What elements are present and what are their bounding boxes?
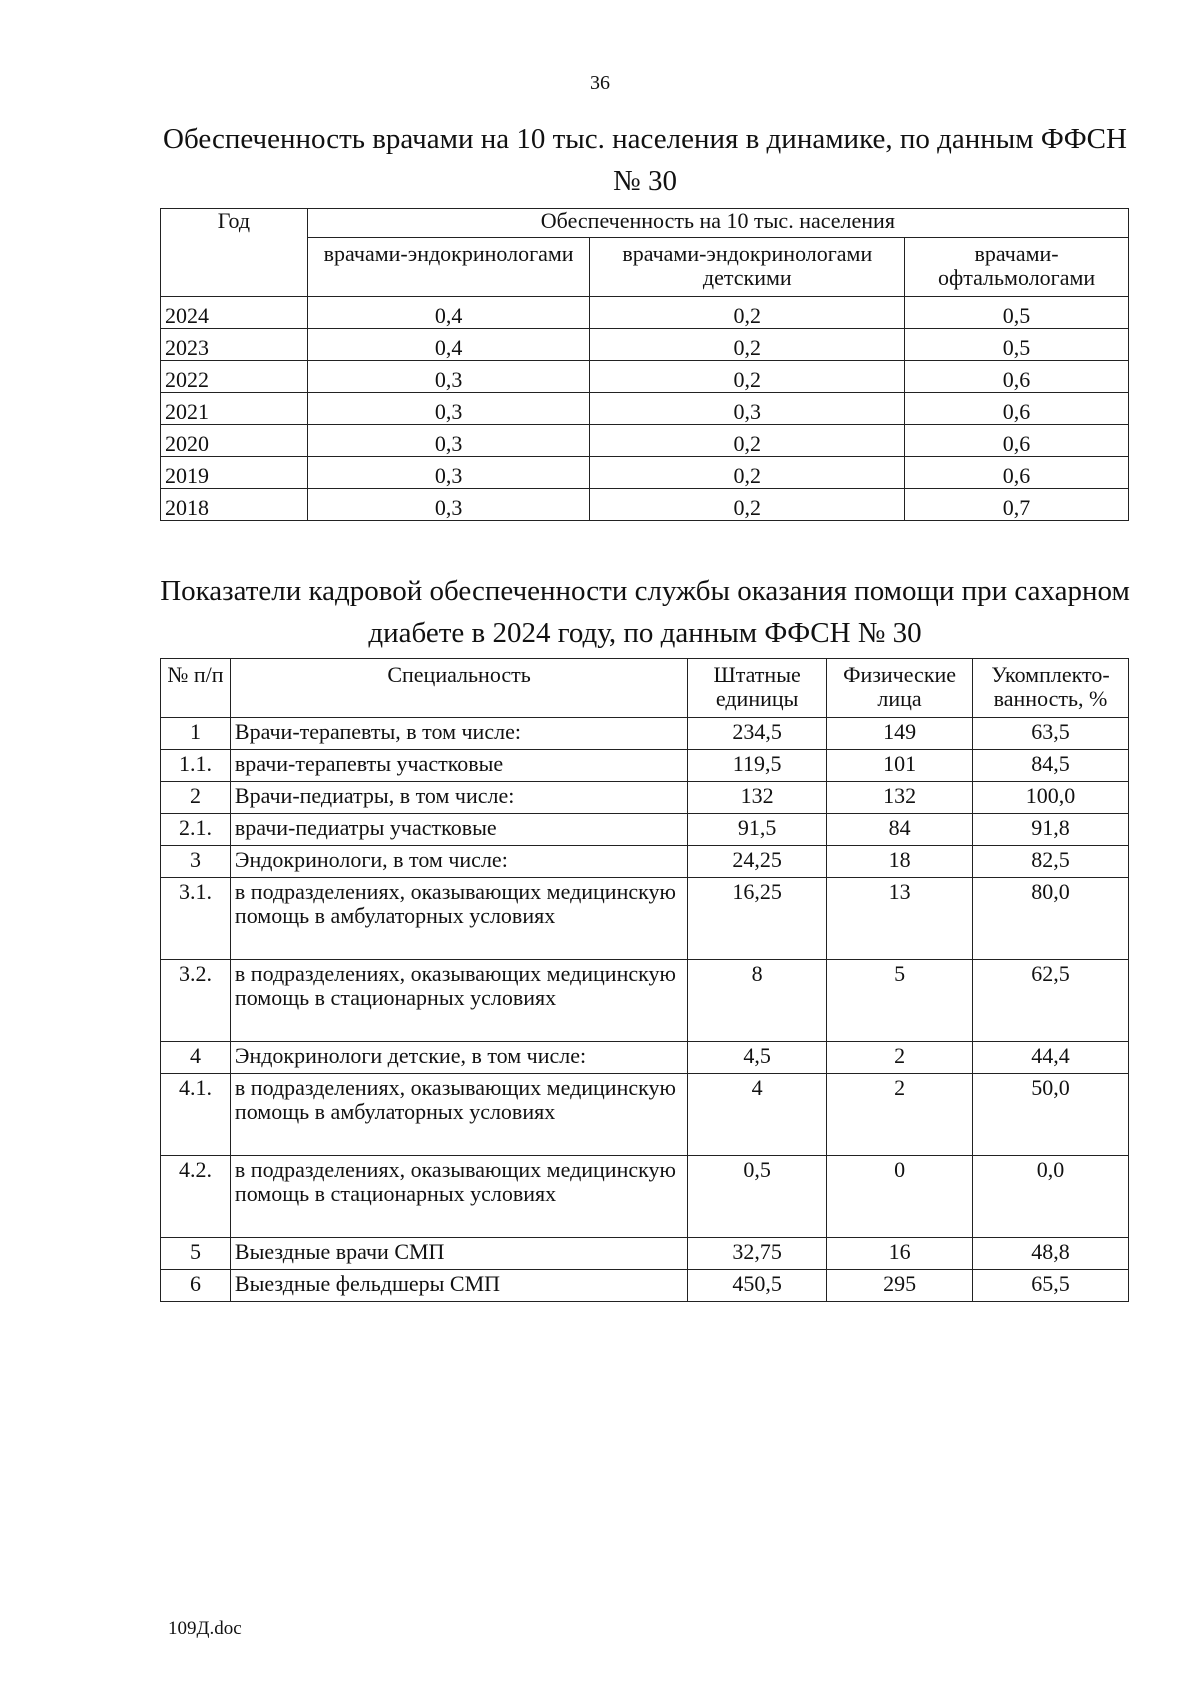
value-cell: 0,6 — [905, 393, 1129, 425]
row-number: 4.2. — [161, 1156, 231, 1238]
staffing-percent-cell: 50,0 — [973, 1074, 1129, 1156]
specialty-cell: Эндокринологи, в том числе: — [230, 846, 687, 878]
physical-persons-cell: 5 — [827, 960, 973, 1042]
staffing-percent-cell: 82,5 — [973, 846, 1129, 878]
table-row — [161, 393, 1129, 425]
provision-table — [160, 208, 1129, 521]
table-row — [161, 1074, 1129, 1156]
staffing-percent-cell: 80,0 — [973, 878, 1129, 960]
staff-units-cell: 32,75 — [688, 1238, 827, 1270]
header-num: № п/п — [161, 659, 231, 718]
staffing-percent-cell: 63,5 — [973, 718, 1129, 750]
year-cell: 2019 — [161, 457, 308, 489]
header-group: Обеспеченность на 10 тыс. населения — [307, 209, 1128, 238]
table1-title: Обеспеченность врачами на 10 тыс. населения в динамике, по данным ФФСН № 30 — [163, 123, 1127, 197]
specialty-cell: врачи-терапевты участковые — [230, 750, 687, 782]
table2-title: Показатели кадровой обеспеченности службы оказания помощи при сахарном диабете в 2024 году, по данным ФФСН № 30 — [160, 575, 1130, 649]
specialty-cell: в подразделениях, оказывающих медицинскую помощь в амбулаторных условиях — [230, 1074, 687, 1156]
table-row — [161, 425, 1129, 457]
staffing-percent-cell: 0,0 — [973, 1156, 1129, 1238]
header-specialty: Специальность — [230, 659, 687, 718]
physical-persons-cell: 132 — [827, 782, 973, 814]
staff-units-cell: 91,5 — [688, 814, 827, 846]
value-cell: 0,2 — [590, 489, 905, 521]
value-cell: 0,6 — [905, 425, 1129, 457]
row-number: 5 — [161, 1238, 231, 1270]
staff-units-cell: 450,5 — [688, 1270, 827, 1302]
row-number: 4.1. — [161, 1074, 231, 1156]
table-row — [161, 960, 1129, 1042]
value-cell: 0,2 — [590, 457, 905, 489]
staffing-percent-cell: 84,5 — [973, 750, 1129, 782]
physical-persons-cell: 2 — [827, 1042, 973, 1074]
physical-persons-cell: 18 — [827, 846, 973, 878]
physical-persons-cell: 149 — [827, 718, 973, 750]
row-number: 1 — [161, 718, 231, 750]
table-row — [161, 782, 1129, 814]
physical-persons-cell: 84 — [827, 814, 973, 846]
specialty-cell: Выездные врачи СМП — [230, 1238, 687, 1270]
specialty-cell: Выездные фельдшеры СМП — [230, 1270, 687, 1302]
staff-units-cell: 4 — [688, 1074, 827, 1156]
physical-persons-cell: 16 — [827, 1238, 973, 1270]
table-row — [161, 1270, 1129, 1302]
header-pediatric-endocrinologists: врачами-эндокринологами детскими — [590, 238, 905, 297]
physical-persons-cell: 13 — [827, 878, 973, 960]
staffing-percent-cell: 91,8 — [973, 814, 1129, 846]
year-cell: 2018 — [161, 489, 308, 521]
value-cell: 0,4 — [307, 329, 590, 361]
header-staff-units: Штатные единицы — [688, 659, 827, 718]
table-row — [161, 750, 1129, 782]
header-physical-persons: Физические лица — [827, 659, 973, 718]
staffing-percent-cell: 48,8 — [973, 1238, 1129, 1270]
value-cell: 0,5 — [905, 329, 1129, 361]
staff-units-cell: 8 — [688, 960, 827, 1042]
table-row — [161, 878, 1129, 960]
specialty-cell: в подразделениях, оказывающих медицинскую помощь в амбулаторных условиях — [230, 878, 687, 960]
value-cell: 0,3 — [307, 361, 590, 393]
specialty-cell: Врачи-педиатры, в том числе: — [230, 782, 687, 814]
year-cell: 2024 — [161, 297, 308, 329]
table-row — [161, 329, 1129, 361]
table-row — [161, 1238, 1129, 1270]
table-row — [161, 361, 1129, 393]
staffing-percent-cell: 100,0 — [973, 782, 1129, 814]
header-ophthalmologists: врачами-офтальмологами — [905, 238, 1129, 297]
row-number: 4 — [161, 1042, 231, 1074]
header-year: Год — [161, 209, 308, 297]
staff-units-cell: 119,5 — [688, 750, 827, 782]
staffing-table — [160, 658, 1129, 1302]
table-row — [161, 489, 1129, 521]
value-cell: 0,4 — [307, 297, 590, 329]
row-number: 3.1. — [161, 878, 231, 960]
value-cell: 0,3 — [590, 393, 905, 425]
staffing-percent-cell: 65,5 — [973, 1270, 1129, 1302]
value-cell: 0,7 — [905, 489, 1129, 521]
table-row — [161, 846, 1129, 878]
row-number: 3.2. — [161, 960, 231, 1042]
specialty-cell: Эндокринологи детские, в том числе: — [230, 1042, 687, 1074]
row-number: 6 — [161, 1270, 231, 1302]
table-row — [161, 1042, 1129, 1074]
table-row — [161, 718, 1129, 750]
header-staffing-percent: Укомплекто-ванность, % — [973, 659, 1129, 718]
header-endocrinologists: врачами-эндокринологами — [307, 238, 590, 297]
physical-persons-cell: 101 — [827, 750, 973, 782]
file-name-footer: 109Д.doc — [168, 1618, 242, 1639]
specialty-cell: в подразделениях, оказывающих медицинскую помощь в стационарных условиях — [230, 1156, 687, 1238]
value-cell: 0,2 — [590, 425, 905, 457]
year-cell: 2023 — [161, 329, 308, 361]
page-number: 36 — [590, 72, 610, 94]
table-row — [161, 457, 1129, 489]
value-cell: 0,2 — [590, 361, 905, 393]
value-cell: 0,2 — [590, 329, 905, 361]
value-cell: 0,3 — [307, 393, 590, 425]
staff-units-cell: 4,5 — [688, 1042, 827, 1074]
value-cell: 0,6 — [905, 361, 1129, 393]
staffing-percent-cell: 44,4 — [973, 1042, 1129, 1074]
row-number: 2.1. — [161, 814, 231, 846]
value-cell: 0,5 — [905, 297, 1129, 329]
year-cell: 2021 — [161, 393, 308, 425]
staffing-percent-cell: 62,5 — [973, 960, 1129, 1042]
staff-units-cell: 16,25 — [688, 878, 827, 960]
row-number: 3 — [161, 846, 231, 878]
row-number: 1.1. — [161, 750, 231, 782]
physical-persons-cell: 295 — [827, 1270, 973, 1302]
staff-units-cell: 132 — [688, 782, 827, 814]
value-cell: 0,3 — [307, 425, 590, 457]
year-cell: 2020 — [161, 425, 308, 457]
physical-persons-cell: 0 — [827, 1156, 973, 1238]
specialty-cell: в подразделениях, оказывающих медицинскую помощь в стационарных условиях — [230, 960, 687, 1042]
value-cell: 0,2 — [590, 297, 905, 329]
table-row — [161, 814, 1129, 846]
year-cell: 2022 — [161, 361, 308, 393]
value-cell: 0,3 — [307, 489, 590, 521]
staff-units-cell: 24,25 — [688, 846, 827, 878]
staff-units-cell: 234,5 — [688, 718, 827, 750]
physical-persons-cell: 2 — [827, 1074, 973, 1156]
specialty-cell: врачи-педиатры участковые — [230, 814, 687, 846]
value-cell: 0,6 — [905, 457, 1129, 489]
specialty-cell: Врачи-терапевты, в том числе: — [230, 718, 687, 750]
staff-units-cell: 0,5 — [688, 1156, 827, 1238]
value-cell: 0,3 — [307, 457, 590, 489]
table-row — [161, 1156, 1129, 1238]
row-number: 2 — [161, 782, 231, 814]
table-row — [161, 297, 1129, 329]
